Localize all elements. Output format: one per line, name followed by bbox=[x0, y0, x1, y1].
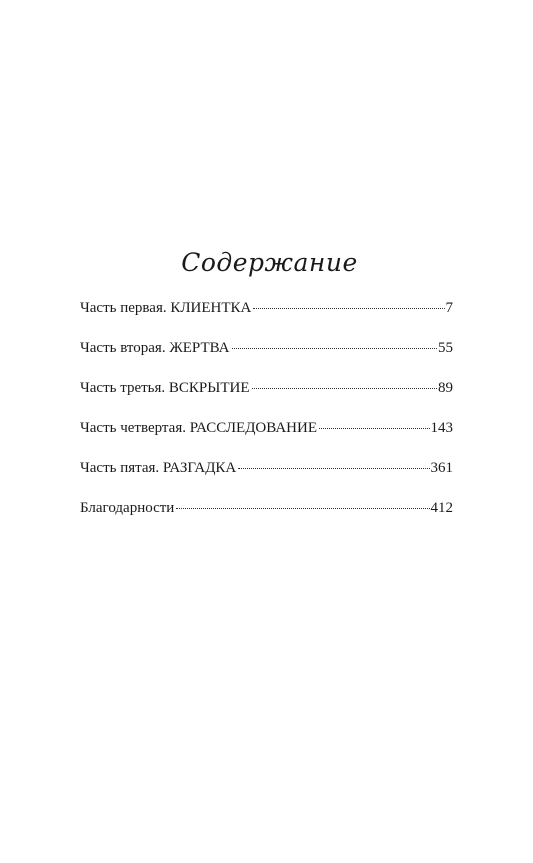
toc-entry-part-2 bbox=[80, 338, 453, 378]
dot-leader bbox=[253, 308, 444, 309]
toc-entry-page-number: 7 bbox=[445, 300, 453, 316]
dot-leader bbox=[232, 348, 437, 349]
toc-entry-label: Часть третья. ВСКРЫТИЕ bbox=[80, 380, 250, 396]
toc-entry-acknowledgements bbox=[80, 498, 453, 538]
toc-entry-page-number: 361 bbox=[430, 460, 453, 476]
toc-entry-label: Часть вторая. ЖЕРТВА bbox=[80, 340, 230, 356]
dot-leader bbox=[176, 508, 429, 509]
table-of-contents bbox=[80, 298, 453, 538]
toc-entry-label: Часть первая. КЛИЕНТКА bbox=[80, 300, 252, 316]
toc-entry-page-number: 89 bbox=[438, 380, 453, 396]
toc-entry-page-number: 55 bbox=[438, 340, 453, 356]
toc-entry-page-number: 412 bbox=[430, 500, 453, 516]
dot-leader bbox=[319, 428, 430, 429]
dot-leader bbox=[252, 388, 438, 389]
toc-entry-label: Благодарности bbox=[80, 500, 175, 516]
toc-entry-part-3 bbox=[80, 378, 453, 418]
toc-entry-label: Часть пятая. РАЗГАДКА bbox=[80, 460, 237, 476]
page-title: Содержание bbox=[181, 248, 358, 277]
dot-leader bbox=[238, 468, 429, 469]
toc-entry-page-number: 143 bbox=[430, 420, 453, 436]
toc-entry-part-5 bbox=[80, 458, 453, 498]
toc-entry-part-1 bbox=[80, 298, 453, 338]
toc-entry-part-4 bbox=[80, 418, 453, 458]
toc-entry-label: Часть четвертая. РАССЛЕДОВАНИЕ bbox=[80, 420, 317, 436]
